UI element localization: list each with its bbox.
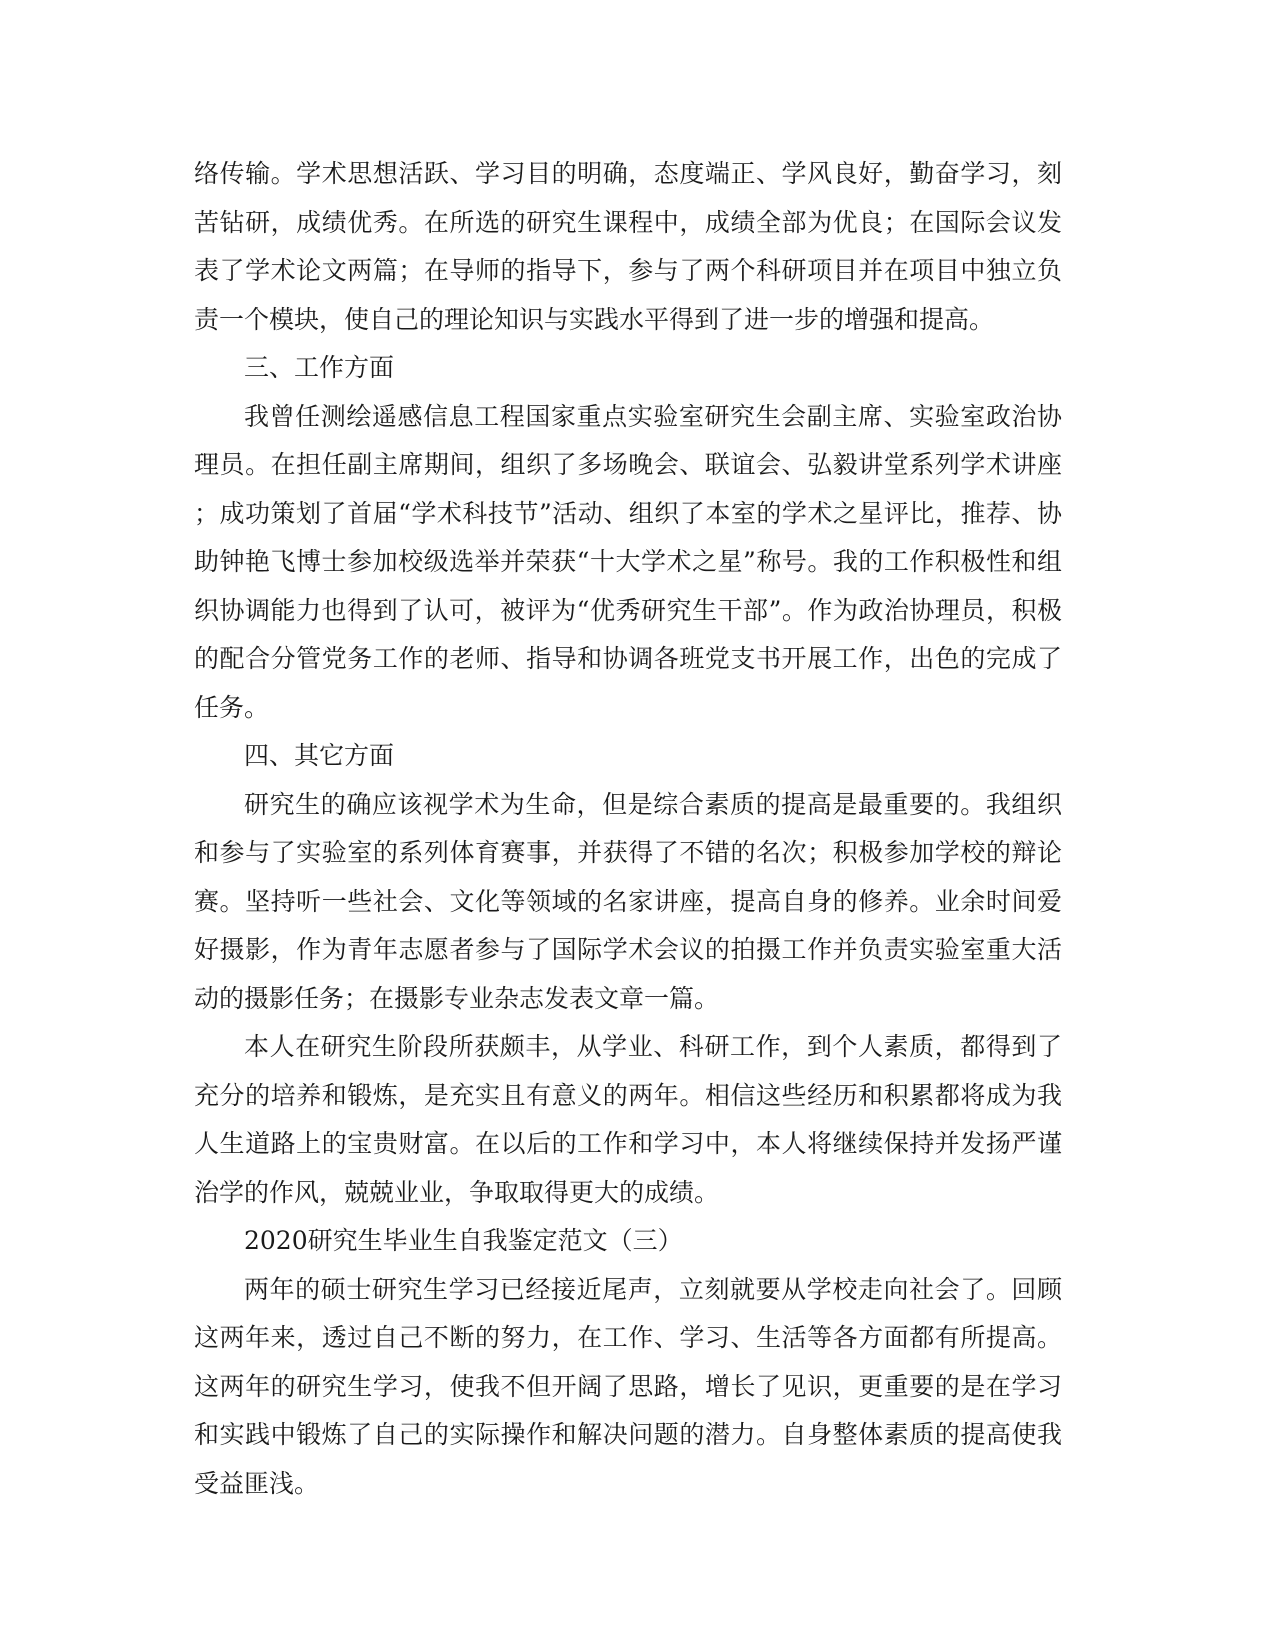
paragraph-summary: 本人在研究生阶段所获颇丰，从学业、科研工作，到个人素质，都得到了充分的培养和锻炼，是充实且有意义的两年。相信这些经历和积累都将成为我人生道路上的宝贵财富。在以后的工作和学习中，本人将继续保持并发扬严谨治学的作风，兢兢业业，争取取得更大的成绩。: [194, 1032, 1062, 1207]
section-heading-work: 三、工作方面: [244, 353, 395, 382]
essay-title-three: 2020研究生毕业生自我鉴定范文（三）: [244, 1226, 683, 1255]
paragraph-work: 我曾任测绘遥感信息工程国家重点实验室研究生会副主席、实验室政治协理员。在担任副主席期间，组织了多场晚会、联谊会、弘毅讲堂系列学术讲座；成功策划了首届“学术科技节”活动、组织了本室的学术之星评比，推荐、协助钟艳飞博士参加校级选举并荣获“十大学术之星”称号。我的工作积极性和组织协调能力也得到了认可，被评为“优秀研究生干部”。作为政治协理员，积极的配合分管党务工作的老师、指导和协调各班党支书开展工作，出色的完成了任务。: [194, 401, 1062, 722]
paragraph-essay-three-intro: 两年的硕士研究生学习已经接近尾声，立刻就要从学校走向社会了。回顾这两年来，透过自己不断的努力，在工作、学习、生活等各方面都有所提高。这两年的研究生学习，使我不但开阔了思路，增长了见识，更重要的是在学习和实践中锻炼了自己的实际操作和解决问题的潜力。自身整体素质的提高使我受益匪浅。: [194, 1274, 1062, 1498]
document-body: [194, 150, 1062, 1508]
paragraph-academic-continued: 络传输。学术思想活跃、学习目的明确，态度端正、学风良好，勤奋学习，刻苦钻研，成绩优秀。在所选的研究生课程中，成绩全部为优良；在国际会议发表了学术论文两篇；在导师的指导下，参与了两个科研项目并在项目中独立负责一个模块，使自己的理论知识与实践水平得到了进一步的增强和提高。: [194, 159, 1062, 334]
section-heading-other: 四、其它方面: [244, 741, 395, 770]
paragraph-other: 研究生的确应该视学术为生命，但是综合素质的提高是最重要的。我组织和参与了实验室的系列体育赛事，并获得了不错的名次；积极参加学校的辩论赛。坚持听一些社会、文化等领域的名家讲座，提高自身的修养。业余时间爱好摄影，作为青年志愿者参与了国际学术会议的拍摄工作并负责实验室重大活动的摄影任务；在摄影专业杂志发表文章一篇。: [194, 789, 1062, 1013]
